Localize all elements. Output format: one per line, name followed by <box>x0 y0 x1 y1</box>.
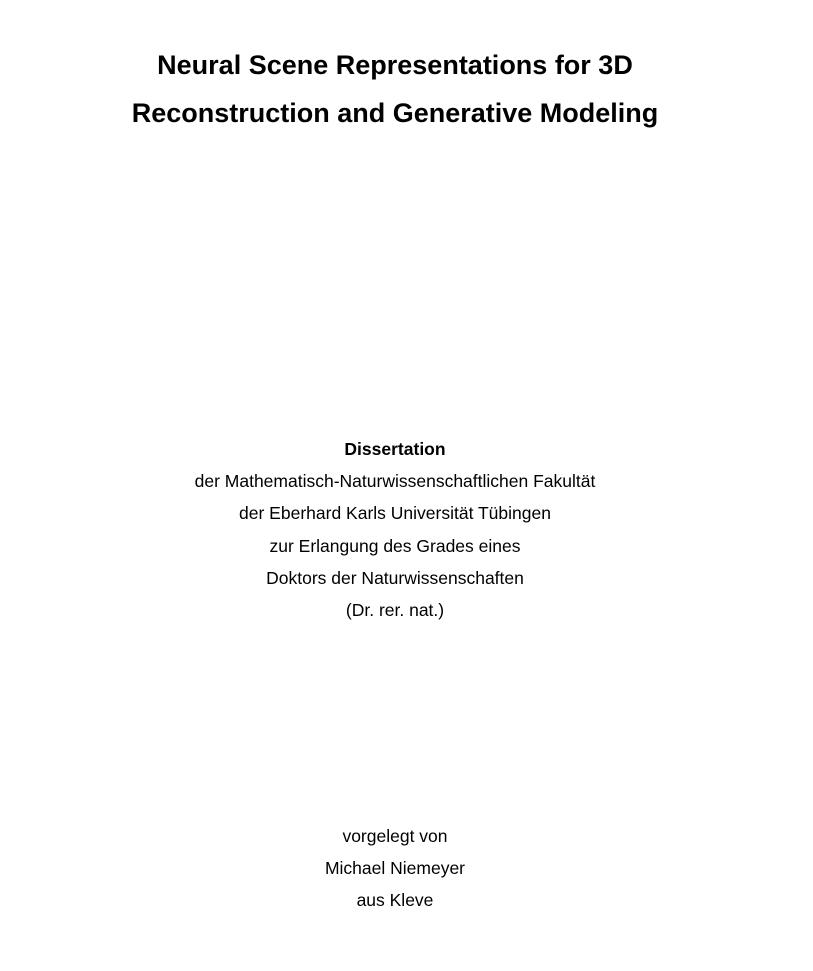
dissertation-heading: Dissertation <box>344 439 446 459</box>
author-name: Michael Niemeyer <box>324 858 466 879</box>
degree-name-line: Doktors der Naturwissenschaften <box>266 567 524 588</box>
degree-abbreviation-line: (Dr. rer. nat.) <box>345 600 445 621</box>
faculty-line: der Mathematisch-Naturwissenschaftlichen Fakultät <box>194 471 596 491</box>
thesis-title <box>0 50 790 146</box>
title-line-1: Neural Scene Representations for 3D <box>157 50 633 80</box>
title-line-2: Reconstruction and Generative Modeling <box>131 98 659 128</box>
university-line: der Eberhard Karls Universität Tübingen <box>239 503 551 524</box>
dissertation-statement <box>0 438 790 631</box>
author-origin: aus Kleve <box>356 890 434 911</box>
degree-purpose-line: zur Erlangung des Grades eines <box>269 535 521 556</box>
presented-by-label: vorgelegt von <box>342 826 448 846</box>
author-info <box>0 825 790 922</box>
